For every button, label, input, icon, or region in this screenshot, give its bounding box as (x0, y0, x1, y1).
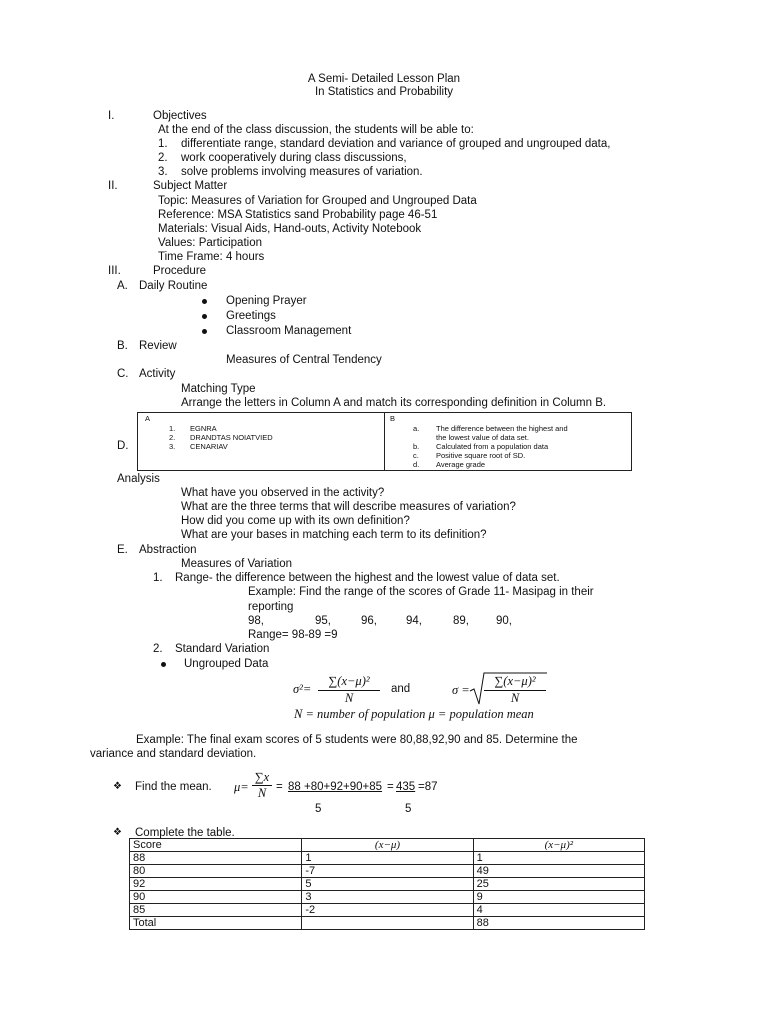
objective-item: differentiate range, standard deviation and variance of grouped and ungrouped data, (181, 138, 611, 150)
bullet-icon (202, 299, 207, 304)
score-value: 95, (315, 615, 331, 627)
analysis-question: How did you come up with its own definition? (181, 515, 410, 527)
subject-line: Materials: Visual Aids, Hand-outs, Activity Notebook (158, 223, 422, 235)
section-number: I. (108, 110, 115, 122)
sub-letter: C. (117, 368, 129, 380)
range-example-cont: reporting (248, 601, 294, 613)
table-row (130, 878, 645, 891)
analysis-heading: Analysis (117, 473, 160, 485)
review-heading: Review (139, 340, 177, 352)
score-value: 90, (496, 615, 512, 627)
cell: 80 (130, 865, 302, 878)
objective-item: work cooperatively during class discussions, (181, 152, 407, 164)
analysis-question: What are your bases in matching each term to its definition? (181, 529, 487, 541)
cell: 9 (473, 891, 644, 904)
subject-line: Time Frame: 4 hours (158, 251, 265, 263)
cell: -2 (302, 904, 473, 917)
list-number: 1. (153, 572, 163, 584)
routine-item: Opening Prayer (226, 295, 307, 307)
column-a-label: A (145, 414, 151, 423)
header-deviation-squared: (x−μ)² (473, 839, 644, 852)
abstraction-heading: Abstraction (139, 544, 197, 556)
cell: 49 (473, 865, 644, 878)
ungrouped-data-label: Ungrouped Data (184, 658, 269, 670)
list-letter: d. (413, 460, 420, 469)
std-dev-denominator: N (510, 691, 520, 705)
sub-letter: B. (117, 340, 128, 352)
section-heading-objectives: Objectives (153, 110, 207, 122)
cell: 4 (473, 904, 644, 917)
analysis-question: What are the three terms that will describe measures of variation? (181, 501, 516, 513)
find-mean-label: Find the mean. (135, 781, 212, 793)
definition-item: The difference between the highest and (436, 424, 568, 433)
list-number: 3. (169, 442, 176, 451)
definition-item: Calculated from a population data (436, 442, 549, 451)
table-header-row (130, 839, 645, 852)
review-topic: Measures of Central Tendency (226, 354, 382, 366)
routine-item: Classroom Management (226, 325, 352, 337)
diamond-bullet-icon: ❖ (113, 827, 122, 838)
definition-item: the lowest value of data set. (436, 433, 529, 442)
cell: 88 (130, 852, 302, 865)
cell: Total (130, 917, 302, 930)
list-number: 1. (169, 424, 176, 433)
sum-expression: 88 +80+92+90+85 (288, 781, 383, 793)
list-letter: a. (413, 424, 420, 433)
mean-symbol: μ= (234, 780, 249, 794)
variance-numerator: ∑(x−μ)² (328, 674, 370, 688)
list-number: 2. (169, 433, 176, 442)
doc-title: A Semi- Detailed Lesson Plan (307, 73, 461, 85)
cell: 25 (473, 878, 644, 891)
activity-heading: Activity (139, 368, 176, 380)
range-definition: Range- the difference between the highest and the lowest value of data set. (175, 572, 560, 584)
mean-denominator: N (257, 786, 267, 800)
header-score: Score (130, 839, 302, 852)
scrambled-word: CENARIAV (190, 442, 228, 451)
cell: 3 (302, 891, 473, 904)
column-b-label: B (390, 414, 396, 423)
table-total-row (130, 917, 645, 930)
list-number: 2. (158, 152, 168, 164)
score-value: 98, (248, 615, 264, 627)
table-row (130, 904, 645, 917)
sum-total: 435 (396, 781, 416, 793)
section-number: II. (108, 180, 118, 192)
std-dev-numerator: ∑(x−μ)² (494, 674, 536, 688)
daily-routine-heading: Daily Routine (139, 280, 208, 292)
score-value: 89, (453, 615, 469, 627)
cell: 90 (130, 891, 302, 904)
mean-result: =87 (418, 781, 438, 793)
header-deviation: (x−μ) (302, 839, 473, 852)
routine-item: Greetings (226, 310, 276, 322)
formula-legend: N = number of population μ = population mean (294, 707, 534, 721)
table-row (130, 891, 645, 904)
variance-symbol: σ²= (293, 682, 312, 696)
activity-instruction: Arrange the letters in Column A and match its corresponding definition in Column B. (181, 397, 607, 409)
subject-line: Values: Participation (158, 237, 262, 249)
doc-subtitle: In Statistics and Probability (314, 86, 454, 98)
score-value: 96, (361, 615, 377, 627)
and-text: and (391, 683, 411, 695)
subject-line: Reference: MSA Statistics sand Probability page 46-51 (158, 209, 438, 221)
cell: 1 (302, 852, 473, 865)
cell: 5 (302, 878, 473, 891)
objectives-intro: At the end of the class discussion, the students will be able to: (158, 124, 474, 136)
bullet-icon (202, 314, 207, 319)
list-number: 2. (153, 643, 163, 655)
bullet-icon (161, 662, 166, 667)
diamond-bullet-icon: ❖ (113, 781, 122, 792)
sub-letter: A. (117, 280, 128, 292)
sub-letter: D. (117, 440, 129, 452)
list-number: 3. (158, 166, 168, 178)
objective-item: solve problems involving measures of variation. (181, 166, 423, 178)
complete-table-label: Complete the table. (135, 827, 235, 839)
range-result: Range= 98-89 =9 (248, 629, 338, 641)
list-number: 1. (158, 138, 168, 150)
section-heading-subject: Subject Matter (153, 180, 228, 192)
list-letter: b. (413, 442, 420, 451)
score-table (129, 838, 645, 930)
list-letter: c. (413, 451, 419, 460)
score-value: 94, (406, 615, 422, 627)
cell: -7 (302, 865, 473, 878)
divisor: 5 (405, 803, 412, 815)
variance-denominator: N (344, 691, 354, 705)
cell: 92 (130, 878, 302, 891)
cell (302, 917, 473, 930)
standard-variation-heading: Standard Variation (175, 643, 270, 655)
cell: 85 (130, 904, 302, 917)
table-row (130, 852, 645, 865)
table-row (130, 865, 645, 878)
equals-sign: = (387, 781, 394, 793)
abstraction-subheading: Measures of Variation (181, 558, 293, 570)
example-text-cont: variance and standard deviation. (90, 748, 257, 760)
sub-letter: E. (117, 544, 128, 556)
divisor: 5 (315, 803, 322, 815)
section-number: III. (108, 265, 121, 277)
subject-line: Topic: Measures of Variation for Grouped and Ungrouped Data (158, 195, 477, 207)
definition-item: Average grade (436, 460, 486, 469)
example-text: Example: The final exam scores of 5 students were 80,88,92,90 and 85. Determine the (136, 734, 578, 746)
sum-x: ∑x (254, 770, 270, 784)
equals-sign: = (276, 781, 283, 793)
definition-item: Positive square root of SD. (436, 451, 526, 460)
range-example: Example: Find the range of the scores of Grade 11- Masipag in their (248, 586, 594, 598)
std-dev-symbol: σ = (452, 683, 470, 697)
scrambled-word: DRANDTAS NOIATVIED (190, 433, 273, 442)
scrambled-word: EGNRA (190, 424, 217, 433)
activity-subheading: Matching Type (181, 383, 256, 395)
matching-divider (384, 412, 385, 470)
cell: 88 (473, 917, 644, 930)
bullet-icon (202, 329, 207, 334)
cell: 1 (473, 852, 644, 865)
analysis-question: What have you observed in the activity? (181, 487, 385, 499)
section-heading-procedure: Procedure (153, 265, 207, 277)
